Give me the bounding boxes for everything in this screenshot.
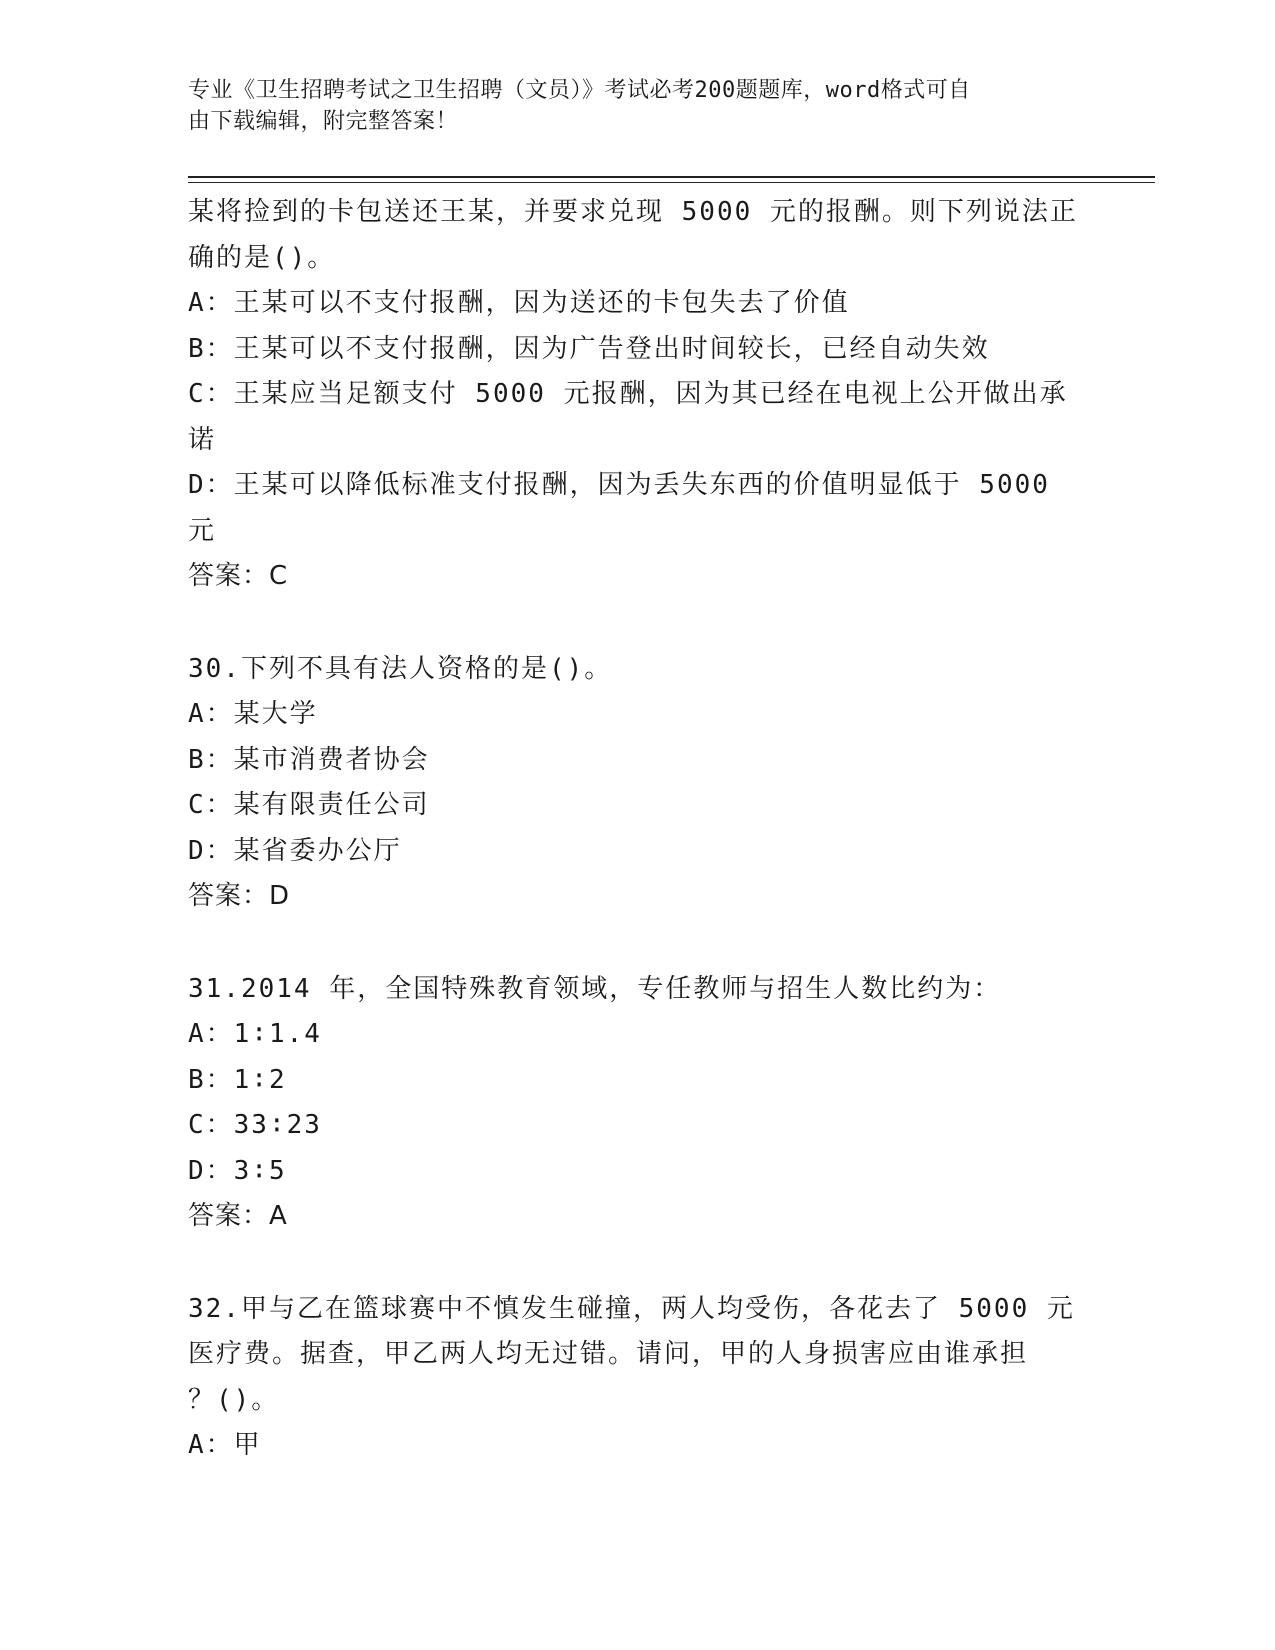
answer: 答案：A	[188, 1201, 288, 1231]
answer: 答案：D	[188, 881, 291, 911]
header-line-2: 由下载编辑，附完整答案！	[188, 109, 459, 134]
option-d: D：王某可以降低标准支付报酬，因为丢失东西的价值明显低于 5000	[188, 470, 1050, 500]
option-a: A：王某可以不支付报酬，因为送还的卡包失去了价值	[188, 288, 850, 318]
option-c: C：王某应当足额支付 5000 元报酬，因为其已经在电视上公开做出承	[188, 379, 1068, 409]
question-stem: 31.2014 年，全国特殊教育领域，专任教师与招生人数比约为：	[188, 973, 1002, 1004]
option-c: C：33∶23	[188, 1110, 322, 1140]
option-a: A：某大学	[188, 699, 318, 729]
question-stem: 确的是()。	[188, 242, 336, 273]
option-c-cont: 诺	[188, 424, 217, 455]
option-d: D：某省委办公厅	[188, 835, 402, 866]
header-rule-thin	[188, 182, 1155, 183]
question-31	[188, 967, 1088, 1240]
option-b: B：1∶2	[188, 1064, 287, 1095]
document-header	[188, 75, 1078, 137]
option-c: C：某有限责任公司	[188, 790, 430, 820]
answer: 答案：C	[188, 561, 289, 591]
question-stem: 30.下列不具有法人资格的是()。	[188, 653, 613, 684]
option-d: D：3∶5	[188, 1155, 287, 1186]
option-b: B：某市消费者协会	[188, 744, 430, 775]
question-29	[188, 190, 1088, 600]
question-stem: 32.甲与乙在篮球赛中不慎发生碰撞，两人均受伤，各花去了 5000 元	[188, 1293, 1075, 1324]
question-list	[188, 190, 1088, 1469]
question-30	[188, 647, 1088, 920]
question-stem: 医疗费。据查，甲乙两人均无过错。请问，甲的人身损害应由谁承担	[188, 1339, 1029, 1369]
header-rule-thick	[188, 176, 1155, 178]
option-b: B：王某可以不支付报酬，因为广告登出时间较长，已经自动失效	[188, 333, 990, 364]
question-32	[188, 1287, 1088, 1469]
option-a: A：1∶1.4	[188, 1019, 322, 1049]
question-stem: ？()。	[188, 1384, 280, 1415]
header-line-1: 专业《卫生招聘考试之卫生招聘（文员）》考试必考200题题库，word格式可自	[188, 78, 971, 103]
option-a: A：甲	[188, 1430, 262, 1460]
question-stem: 某将捡到的卡包送还王某，并要求兑现 5000 元的报酬。则下列说法正	[188, 197, 1078, 227]
option-d-cont: 元	[188, 515, 217, 546]
